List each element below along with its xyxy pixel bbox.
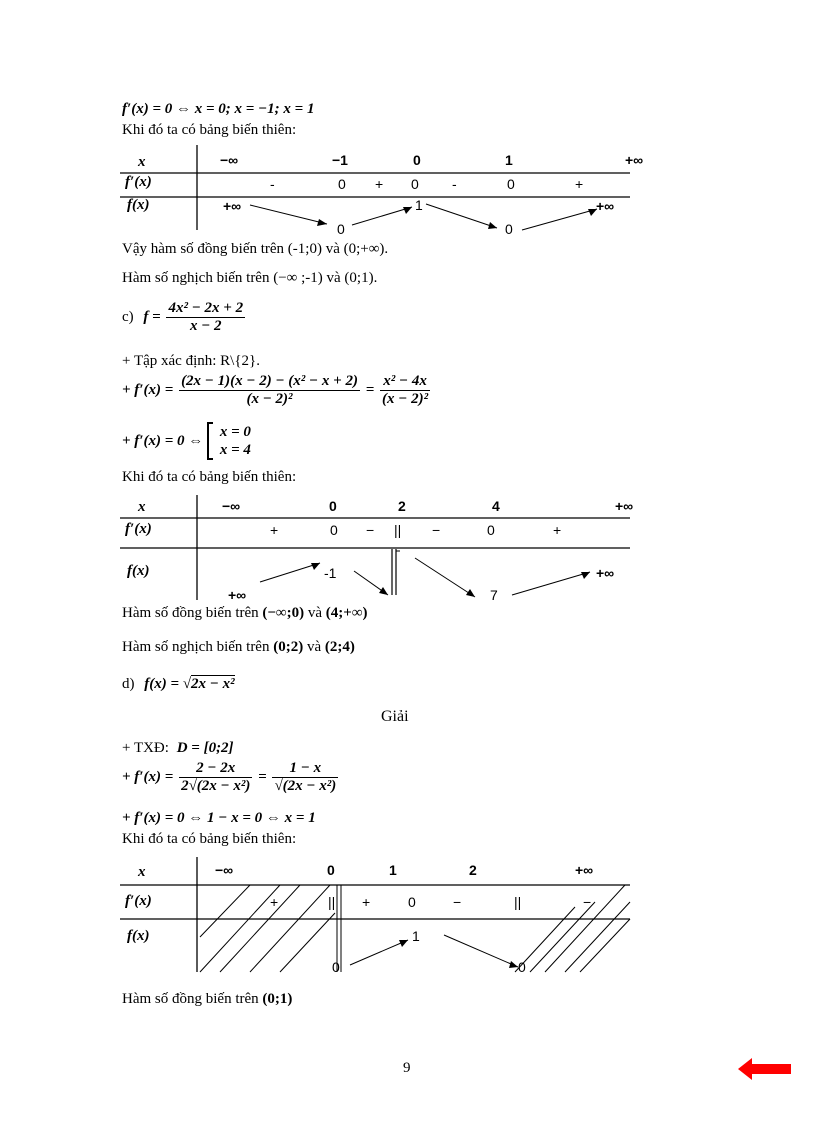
table-fprime-sign: −	[432, 522, 441, 538]
table-fprime-sign: −	[366, 522, 375, 538]
conclusion-text: Hàm số đồng biến trên	[122, 991, 259, 1007]
table-fprime-sign: ||	[328, 894, 336, 910]
table-fprime-sign: 0	[338, 176, 346, 192]
interval: (4;+∞)	[325, 605, 368, 621]
derivative-fraction-1	[179, 760, 252, 795]
conjunction: và	[306, 639, 322, 655]
table-x-value: 1	[389, 862, 397, 878]
table-f-value: 0	[505, 221, 513, 237]
derivative-d: + f′(x) = $\frac{2 - 2x}{\text{2√(2x − x²)}}$ = $\frac{1 - x}{\text{√(2x − x²)}}$	[122, 760, 337, 794]
table-fprime-sign: −	[583, 894, 592, 910]
table-f-value: 0	[337, 221, 345, 237]
table-x-value: 1	[505, 152, 513, 168]
derivative-fraction-1	[179, 373, 360, 408]
fraction-denominator: √(2x − x²)	[274, 778, 337, 794]
part-label: d)	[122, 676, 135, 692]
interval: (2;4)	[324, 639, 355, 655]
derivative-lhs: + f′(x) =	[122, 768, 174, 785]
derivative-fraction-2	[380, 373, 430, 408]
table-x-value: 0	[327, 862, 335, 878]
table-f-value: -1	[324, 565, 337, 581]
fraction-numerator: 1 − x	[272, 760, 338, 778]
function-lhs: f(x) =	[144, 676, 180, 692]
table-x-value: +∞	[615, 498, 634, 514]
conclusion-decreasing-c	[122, 638, 355, 656]
table-fprime-sign: −	[453, 894, 462, 910]
domain-prefix: + TXĐ:	[122, 740, 169, 756]
table-f-value: 1	[415, 197, 423, 213]
deriv-zero-lhs: + f′(x) = 0 ⇔	[122, 433, 204, 449]
table-x-label: x	[138, 864, 146, 880]
table-fprime-sign: 0	[487, 522, 495, 538]
derivative-lhs: + f′(x) =	[122, 381, 174, 398]
table-f-value: +∞	[228, 587, 247, 603]
table-f-value: 1	[412, 928, 420, 944]
table-x-value: +∞	[575, 862, 594, 878]
table-f-value: 0	[518, 959, 526, 975]
table-intro-d: Khi đó ta có bảng biến thiên:	[122, 831, 297, 847]
table-fprime-sign: 0	[411, 176, 419, 192]
table-intro-c: Khi đó ta có bảng biến thiên:	[122, 469, 297, 485]
conclusion-text: Hàm số nghịch biến trên	[122, 639, 270, 655]
table-fprime-sign: +	[362, 894, 371, 910]
table-x-label: x	[138, 499, 146, 515]
table-fprime-sign: +	[270, 894, 279, 910]
table-fprime-sign: -	[270, 176, 275, 192]
table-fprime-sign: 0	[507, 176, 515, 192]
table-x-value: 0	[413, 152, 421, 168]
deriv-zero-c	[122, 422, 251, 462]
part-label: c)	[122, 308, 134, 325]
table-x-value: 4	[492, 498, 500, 514]
table-f-value: 7	[490, 587, 498, 603]
table-f-label: f(x)	[127, 563, 150, 579]
table-x-label: x	[138, 154, 146, 170]
fraction-denominator: (x − 2)²	[246, 391, 293, 407]
fraction-numerator: (2x − 1)(x − 2) − (x² − x + 2)	[181, 373, 358, 389]
table-x-value: 2	[469, 862, 477, 878]
fraction-numerator: x² − 4x	[380, 373, 430, 391]
deriv-zero-b: f′(x) = 0 ⇔ x = 0; x = −1; x = 1	[122, 101, 315, 117]
function-lhs: f =	[143, 308, 161, 325]
interval: (−∞;0)	[262, 605, 305, 621]
bracket	[207, 422, 213, 460]
table-intro-b: Khi đó ta có bảng biến thiên:	[122, 122, 297, 138]
fraction-denominator: (x − 2)²	[382, 391, 429, 407]
deriv-zero-d: + f′(x) = 0 ⇔ 1 − x = 0 ⇔ x = 1	[122, 810, 316, 826]
variation-table-c	[120, 495, 640, 605]
solution-heading: Giải	[381, 708, 409, 725]
table-f-value: 0	[332, 959, 340, 975]
fraction-numerator: 2 − 2x	[179, 760, 252, 778]
function-d	[122, 675, 235, 693]
radicand: 2x − x²	[191, 676, 235, 692]
domain-c: + Tập xác định: R\{2}.	[122, 353, 260, 369]
conclusion-increasing-d	[122, 990, 292, 1008]
derivative-c: + f′(x) = $\frac{\text{(2x − 1)(x − 2) − (x² − x + 2)}}{\text{(x − 2)²}}$ = $\frac{\text{x² − 4x}}{\text{(x − 2)²}}$	[122, 373, 429, 407]
table-f-value: +∞	[596, 565, 615, 581]
table-f-value: +∞	[223, 198, 242, 214]
table-fprime-label: f′(x)	[125, 893, 152, 909]
table-x-value: −∞	[220, 152, 239, 168]
sqrt-icon: √	[182, 676, 192, 692]
table-x-value: +∞	[625, 152, 644, 168]
conclusion-text: Hàm số đồng biến trên	[122, 605, 259, 621]
page-number: 9	[403, 1060, 411, 1076]
domain-value: D = [0;2]	[176, 740, 234, 756]
variation-table-b	[120, 145, 644, 240]
function-c	[122, 300, 247, 340]
table-x-value: −∞	[222, 498, 241, 514]
conclusion-increasing-b: Vậy hàm số đồng biến trên (-1;0) và (0;+∞).	[122, 241, 389, 257]
table-x-value: 0	[329, 498, 337, 514]
fraction-denominator: x − 2	[189, 318, 222, 334]
interval: (0;2)	[273, 639, 304, 655]
solution-set	[220, 423, 251, 459]
conclusion-decreasing-b: Hàm số nghịch biến trên (−∞ ;-1) và (0;1).	[122, 270, 378, 286]
table-fprime-label: f′(x)	[125, 521, 152, 537]
solution: x = 4	[219, 442, 251, 458]
solution: x = 0	[219, 424, 251, 440]
conjunction: và	[307, 605, 323, 621]
table-f-value: +∞	[596, 198, 615, 214]
function-fraction	[166, 300, 245, 335]
fraction-numerator: 4x² − 2x + 2	[168, 300, 244, 316]
table-f-label: f(x)	[127, 928, 150, 944]
variation-table-d	[120, 857, 640, 977]
table-x-value: −∞	[215, 862, 234, 878]
table-fprime-sign: -	[452, 176, 457, 192]
interval: (0;1)	[262, 991, 293, 1007]
conclusion-increasing-c	[122, 604, 368, 622]
domain-d	[122, 739, 234, 757]
table-fprime-sign: +	[575, 176, 584, 192]
table-x-value: 2	[398, 498, 406, 514]
fraction-denominator: 2√(2x − x²)	[181, 778, 251, 794]
table-fprime-sign: +	[553, 522, 562, 538]
table-fprime-sign: +	[270, 522, 279, 538]
table-fprime-label: f′(x)	[125, 174, 152, 190]
table-fprime-sign: 0	[330, 522, 338, 538]
derivative-fraction-2	[272, 760, 338, 795]
table-fprime-sign: +	[375, 176, 384, 192]
back-arrow-icon[interactable]	[738, 1058, 792, 1080]
table-fprime-sign: ||	[514, 894, 522, 910]
table-fprime-sign: ||	[394, 522, 402, 538]
table-f-label: f(x)	[127, 197, 150, 213]
table-fprime-sign: 0	[408, 894, 416, 910]
table-x-value: −1	[332, 152, 348, 168]
